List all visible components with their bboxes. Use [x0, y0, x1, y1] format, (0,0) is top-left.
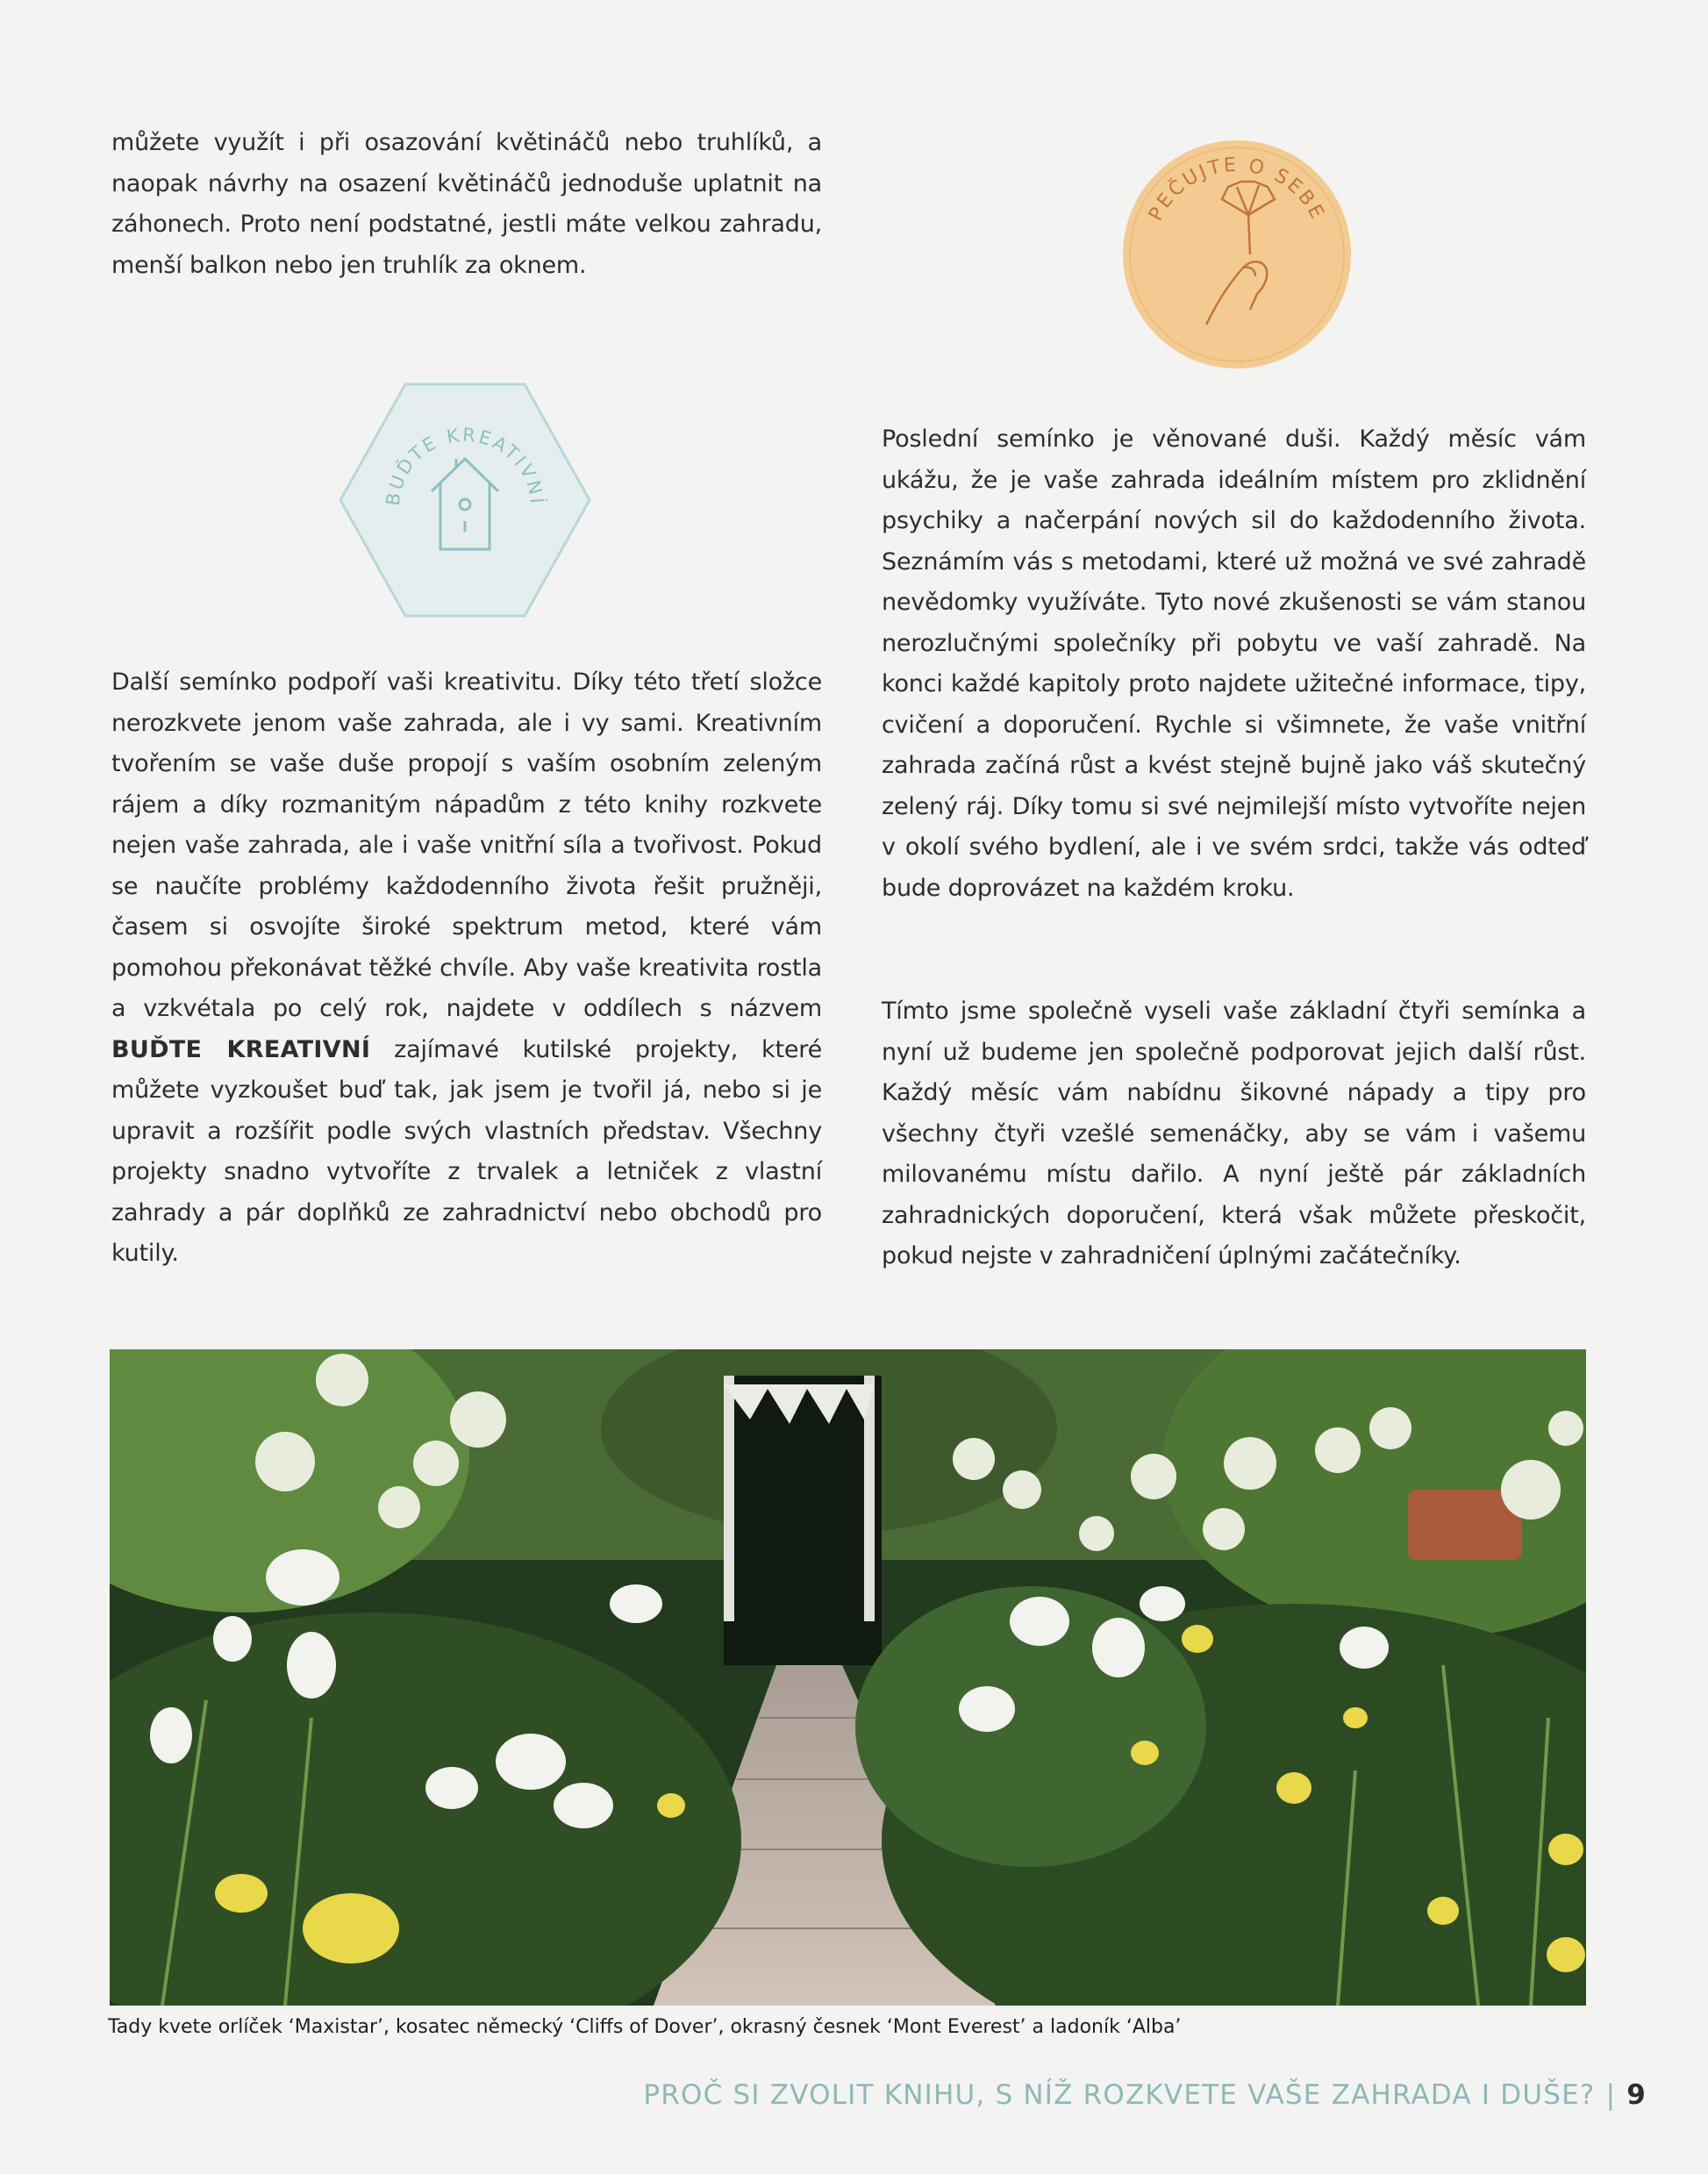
- paragraph-right-1: Poslední semínko je věnované duši. Každý měsíc vám ukážu, že je vaše zahrada ideálním místem pro zklidnění psychiky a načerpání nových sil do každodenního života. Seznámím vás s metodami, které už možná ve své zahradě nevědomky využíváte. Tyto nové zkušenosti se vám stanou nerozlučnými společníky při pobytu ve vaší zahradě. Na konci každé kapitoly proto najdete užitečné informace, tipy, cvičení a doporučení. Rychle si všimnete, že vaše vnitřní zahrada začíná růst a kvést stejně bujně jako váš skutečný zelený ráj. Díky tomu si své nejmilejší místo vytvoříte nejen v okolí svého bydlení, ale i ve svém srdci, takže vás odteď bude doprovázet na každém kroku.: [882, 426, 1586, 902]
- paragraph-left-text-end: zajímavé kutilské projekty, které můžete vyzkoušet buď tak, jak jsem je tvořil já, nebo si je upravit a rozšířit podle svých vlastních představ. Všechny projekty snadno vytvoříte z trvalek a letniček z vlastní zahrady a pár doplňků ze zahradnictví nebo obchodů pro kutily.: [111, 1035, 823, 1267]
- badge-sebe-label: PEČUJTE O SEBE: [1145, 154, 1329, 225]
- footer-separator: |: [1605, 2079, 1617, 2111]
- paragraph-left-text: Další semínko podpoří vaši kreativitu. Díky této třetí složce nerozkvete jenom vaše zahrada, ale i vy sami. Kreativním tvořením se vaše duše propojí s vaším osobním zeleným rájem a díky rozmanitým nápadům z této knihy rozkvete nejen vaše zahrada, ale i vaše vnitřní síla a tvořivost. Pokud se naučíte problémy každodenního života řešit pružněji, časem si osvojíte široké spektrum metod, které vám pomohou překonávat těžké chvíle. Aby vaše kreativita rostla a vzkvétala po celý rok, najdete v oddílech s názvem: [111, 669, 822, 1022]
- bu-te-kreativni-badge: [333, 377, 597, 623]
- photo-caption: Tady kvete orlíček ‘Maxistar’, kosatec německý ‘Cliffs of Dover’, okrasný česnek ‘Mont Everest’ a ladoník ‘Alba’: [108, 2016, 1182, 2038]
- paragraph-top: můžete využít i při osazování květináčů nebo truhlíků, a naopak návrhy na osazení květináčů jednoduše uplatnit na záhonech. Proto není podstatné, jestli máte velkou zahradu, menší balkon nebo jen truhlík za oknem.: [111, 129, 822, 279]
- badge-kreativni-label: BUĎTE KREATIVNÍ: [382, 424, 548, 507]
- garden-photo: [110, 1349, 1586, 2006]
- page-footer: [643, 2079, 1647, 2111]
- pe-ujte-o-sebe-badge: [1118, 136, 1355, 373]
- page-number: 9: [1626, 2079, 1647, 2111]
- running-footer-title: PROČ SI ZVOLIT KNIHU, S NÍŽ ROZKVETE VAŠE ZAHRADA I DUŠE?: [643, 2079, 1596, 2111]
- paragraph-left: [111, 662, 822, 1275]
- bu-te-kreativni-highlight: BUĎTE KREATIVNÍ: [111, 1035, 371, 1063]
- paragraph-right-2: Tímto jsme společně vyseli vaše základní čtyři semínka a nyní už budeme jen společně podporovat jejich další růst. Každý měsíc vám nabídnu šikovné nápady a tipy pro všechny čtyři vzešlé semenáčky, aby se vám i vašemu milovanému místu dařilo. A nyní ještě pár základních zahradnických doporučení, která však můžete přeskočit, pokud nejste v zahradničení úplnými začátečníky.: [882, 998, 1586, 1269]
